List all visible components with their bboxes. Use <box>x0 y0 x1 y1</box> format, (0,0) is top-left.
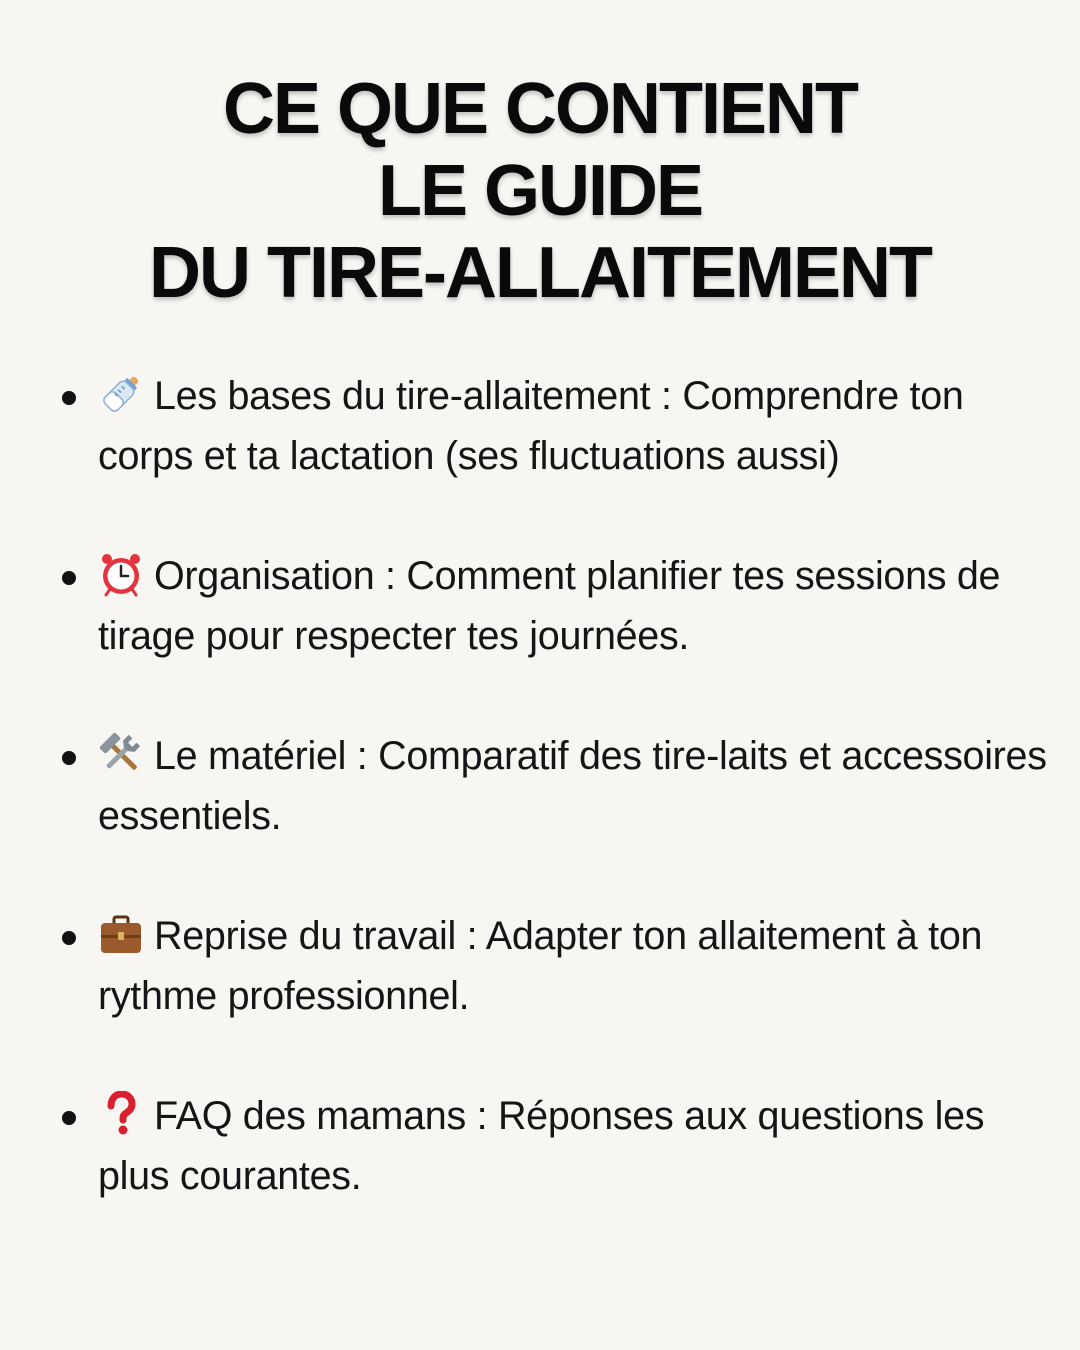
bullet-dot <box>62 931 76 945</box>
list-item <box>0 366 1080 546</box>
briefcase-icon <box>98 911 144 957</box>
item-text: Organisation : Comment planifier tes sessions de tirage pour respecter tes journées. <box>98 554 1001 658</box>
list-item <box>0 1086 1080 1266</box>
question-mark-icon <box>98 1091 144 1137</box>
title-line-2: LE GUIDE <box>377 151 703 231</box>
bullet-dot <box>62 391 76 405</box>
hammer-wrench-icon <box>98 731 144 777</box>
bullet-dot <box>62 1111 76 1125</box>
page-title <box>0 68 1080 314</box>
item-text: Les bases du tire-allaitement : Comprendre ton corps et ta lactation (ses fluctuations aussi) <box>98 374 964 478</box>
list-item <box>0 546 1080 726</box>
item-text: Reprise du travail : Adapter ton allaitement à ton rythme professionnel. <box>98 914 983 1018</box>
alarm-clock-icon <box>98 551 144 597</box>
guide-contents-list <box>0 366 1080 1266</box>
title-line-3: DU TIRE-ALLAITEMENT <box>149 233 931 313</box>
item-text: FAQ des mamans : Réponses aux questions les plus courantes. <box>98 1094 985 1198</box>
item-text: Le matériel : Comparatif des tire-laits et accessoires essentiels. <box>98 734 1047 838</box>
bullet-dot <box>62 571 76 585</box>
baby-bottle-icon <box>98 371 144 417</box>
list-item <box>0 726 1080 906</box>
bullet-dot <box>62 751 76 765</box>
title-line-1: CE QUE CONTIENT <box>222 69 858 149</box>
list-item <box>0 906 1080 1086</box>
